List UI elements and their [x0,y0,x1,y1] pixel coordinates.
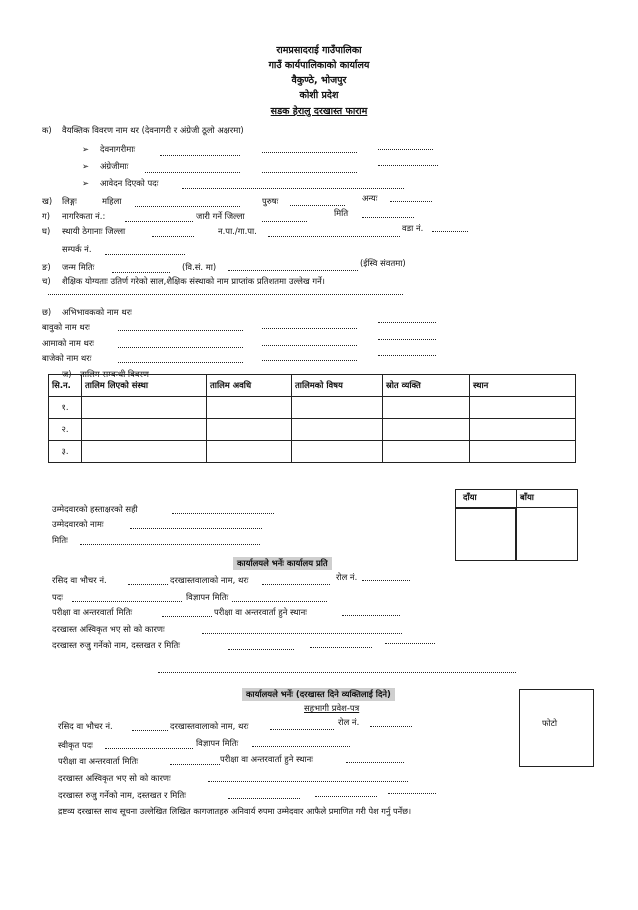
c-ad-date-field[interactable] [252,746,350,747]
father-middle-field[interactable] [262,328,357,329]
section-ga-label: ग) [42,211,50,221]
thumb-right-label: दाँया [463,492,477,502]
c-rejected-field[interactable] [208,781,408,782]
issued-date-label: मिति [334,208,349,218]
rejected-field[interactable] [202,633,402,634]
father-label: बावुको नाम थरः [42,322,90,332]
cut-line [158,672,516,673]
applicant-field[interactable] [262,584,330,585]
table-row [49,397,576,419]
training-table [48,374,576,463]
issued-date-field[interactable] [362,217,414,218]
c-exam-place-field[interactable] [346,762,404,763]
photo-label: फोटो [542,718,558,728]
exam-place-field[interactable] [342,615,400,616]
thumb-left-cell[interactable] [515,507,578,561]
female-field[interactable] [135,206,240,207]
devnagari-first-field[interactable] [160,155,240,156]
c-verifier-label: दरखास्त रुजु गर्नेको नाम, दस्तखत र मितिः [58,790,186,800]
header-subject: तालिमको विषय [292,375,383,397]
verifier-name-field[interactable] [228,649,294,650]
applied-post-field[interactable] [182,188,404,189]
grandfather-first-field[interactable] [118,362,243,363]
mother-first-field[interactable] [118,347,243,348]
devnagari-last-field[interactable] [378,149,433,150]
table-cell[interactable] [470,397,576,419]
c-applicant-field[interactable] [270,729,334,730]
verifier-signature-field[interactable] [310,647,372,648]
receipt-label: रसिद वा भौचर नं. [52,575,107,585]
section-ka-text: वैयक्तिक विवरण नाम थर (देवनागरी र अंग्रेजी ठूलो अक्षरमा) [62,125,244,135]
grandfather-last-field[interactable] [378,355,436,356]
table-header-row [49,375,576,397]
table-cell[interactable] [383,397,470,419]
candidate-signature-field[interactable] [172,513,274,514]
candidate-date-label: मितिः [52,535,68,545]
training-label: तालिम सम्बन्धी विवरण [80,369,149,379]
english-label: अंग्रेजीमाः [100,161,129,171]
mother-last-field[interactable] [378,339,436,340]
ward-field[interactable] [432,231,468,232]
exam-date-field[interactable] [162,616,212,617]
devnagari-middle-field[interactable] [262,152,357,153]
verifier-label: दरखास्त रुजु गर्नेको नाम, दस्तखत र मितिः [52,640,180,650]
address-district-field[interactable] [152,236,194,237]
table-cell[interactable] [207,419,292,441]
c-ad-date-label: विज्ञापन मितिः [196,738,239,748]
devnagari-label: देवनागरीमाः [100,144,136,154]
applicant-label: दरखास्तवालाको नाम, थरः [170,575,249,585]
form-title: सडक हेरालु दरखास्त फाराम [270,106,368,117]
male-label: पुरुषः [262,196,279,206]
table-cell[interactable] [292,419,383,441]
table-cell[interactable] [470,441,576,463]
section-ja-label: ज) [62,369,72,379]
municipality-label: न.पा./गा.पा. [218,226,257,236]
table-row [49,441,576,463]
dob-label: जन्म मितिः [62,262,95,272]
candidate-name-label: उम्मेदवारको नामः [52,519,104,529]
dob-bs-field[interactable] [112,272,170,273]
header-place: स्थान [470,375,576,397]
roll-field[interactable] [362,580,410,581]
c-verifier-date-field[interactable] [388,793,436,794]
verifier-date-field[interactable] [385,643,435,644]
english-last-field[interactable] [378,165,438,166]
other-label: अन्यः [362,193,378,203]
municipality-field[interactable] [268,236,400,237]
father-last-field[interactable] [378,322,436,323]
header-resource: स्रोत व्यक्ति [383,375,470,397]
mother-label: आमाको नाम थरः [42,338,94,348]
thumb-left-label: बाँया [520,492,534,502]
bullet-icon: ➢ [82,178,90,188]
post-field[interactable] [72,601,182,602]
office-copy-title: कार्यालयले भर्नेः कार्यालय प्रति [233,557,332,570]
section-ka-label: क) [42,125,52,135]
ad-date-label: विज्ञापन मितिः [186,592,229,602]
header-institution: तालिम लिएको संस्था [82,375,207,397]
gender-label: लिङ्गः [62,196,77,206]
candidate-copy-title: कार्यालयले भर्नेः (दरखास्त दिने व्यक्तिलाई दिने) [242,688,395,701]
office-province: कोशी प्रदेश [299,90,339,101]
address-district-label: स्थायी ठेगानाः जिल्ला [62,226,126,236]
table-cell[interactable] [292,441,383,463]
bullet-icon: ➢ [82,161,90,171]
section-chha-label: छ) [42,307,52,317]
c-verifier-signature-field[interactable] [315,796,377,797]
header-sn: सि.न. [49,375,82,397]
c-post-field[interactable] [105,748,193,749]
office-location: वैकुण्ठे, भोजपुर [291,75,347,86]
section-kha-label: ख) [42,196,53,206]
c-receipt-label: रसिद वा भौचर नं. [58,721,113,731]
contact-label: सम्पर्क नं. [62,244,92,254]
table-row [49,419,576,441]
table-cell[interactable] [207,441,292,463]
mother-middle-field[interactable] [262,345,357,346]
c-exam-place-label: परीक्षा वा अन्तरवार्ता हुने स्थानः [220,754,313,764]
dob-ad-label: (ईस्वि संवतमा) [360,258,406,268]
dob-ad-field[interactable] [228,270,358,271]
education-label: शैक्षिक योग्यताः उतिर्ण गरेको साल,शैक्षिक संस्थाको नाम प्राप्तांक प्रतिशतमा उल्लेख गर्ने। [62,276,325,286]
thumb-right-cell[interactable] [455,507,517,561]
row-number: १. [49,397,82,419]
dob-bs-label: (वि.सं. मा) [182,262,217,272]
candidate-name-field[interactable] [130,528,262,529]
c-post-label: स्वीकृत पदः [58,740,93,750]
c-roll-label: रोल नं. [338,717,360,727]
c-receipt-field[interactable] [132,730,168,731]
section-cha-label: च) [42,276,51,286]
header-duration: तालिम अवधि [207,375,292,397]
issued-district-field[interactable] [262,221,307,222]
exam-date-label: परीक्षा वा अन्तरवार्ता मितिः [52,607,133,617]
office-subtitle: गाउँ कार्यपालिकाको कार्यालय [268,60,370,71]
female-label: महिला [102,196,122,206]
instruction-note: द्रष्टव्य दरखास्त साथ सूचना उल्लेखित लिखित कागजातहरु अनिवार्य रुपमा उम्मेदवार आफैले प्रमाणित गरी पेश गर्नु पर्नेछ। [58,806,412,816]
applied-post-label: आवेदन दिएको पदः [100,178,159,188]
grandfather-label: बाजेको नाम थरः [42,353,92,363]
father-first-field[interactable] [118,330,243,331]
table-cell[interactable] [292,397,383,419]
table-cell[interactable] [82,441,207,463]
table-cell[interactable] [470,419,576,441]
admit-card-title: सहभागी प्रवेश-पत्र [304,703,360,713]
other-field[interactable] [390,201,432,202]
guardian-label: अभिभावकको नाम थरः [62,307,132,317]
table-cell[interactable] [383,441,470,463]
ward-label: वडा नं. [402,223,424,233]
education-field[interactable] [48,294,403,295]
c-verifier-name-field[interactable] [228,798,300,799]
receipt-field[interactable] [128,584,168,585]
citizenship-field[interactable] [125,221,193,222]
english-first-field[interactable] [145,172,240,173]
table-cell[interactable] [82,419,207,441]
grandfather-middle-field[interactable] [262,360,357,361]
section-nga-label: ङ) [42,262,51,272]
ad-date-field[interactable] [232,601,327,602]
english-middle-field[interactable] [262,172,357,173]
table-cell[interactable] [82,397,207,419]
citizenship-label: नागरिकता नं.: [62,211,106,221]
c-exam-date-label: परीक्षा वा अन्तरवार्ता मितिः [58,756,139,766]
roll-label: रोल नं. [336,572,358,582]
c-roll-field[interactable] [370,726,412,727]
row-number: ३. [49,441,82,463]
candidate-signature-label: उम्मेदवारको हस्ताक्षरको सही [52,504,138,514]
bullet-icon: ➢ [82,144,90,154]
table-cell[interactable] [207,397,292,419]
post-label: पदः [52,592,63,602]
c-applicant-label: दरखास्तवालाको नाम, थरः [170,721,249,731]
rejected-label: दरखास्त अस्विकृत भए सो को कारणः [52,624,165,634]
office-name: रामप्रसादराई गाउँपालिका [276,45,362,56]
row-number: २. [49,419,82,441]
exam-place-label: परीक्षा वा अन्तरवार्ता हुने स्थानः [214,607,307,617]
c-rejected-label: दरखास्त अस्विकृत भए सो को कारणः [58,773,171,783]
table-cell[interactable] [383,419,470,441]
candidate-date-field[interactable] [80,544,260,545]
contact-field[interactable] [105,254,185,255]
c-exam-date-field[interactable] [170,764,220,765]
section-gha-label: घ) [42,226,51,236]
male-field[interactable] [290,205,345,206]
issued-district-label: जारी गर्ने जिल्ला [196,211,245,221]
